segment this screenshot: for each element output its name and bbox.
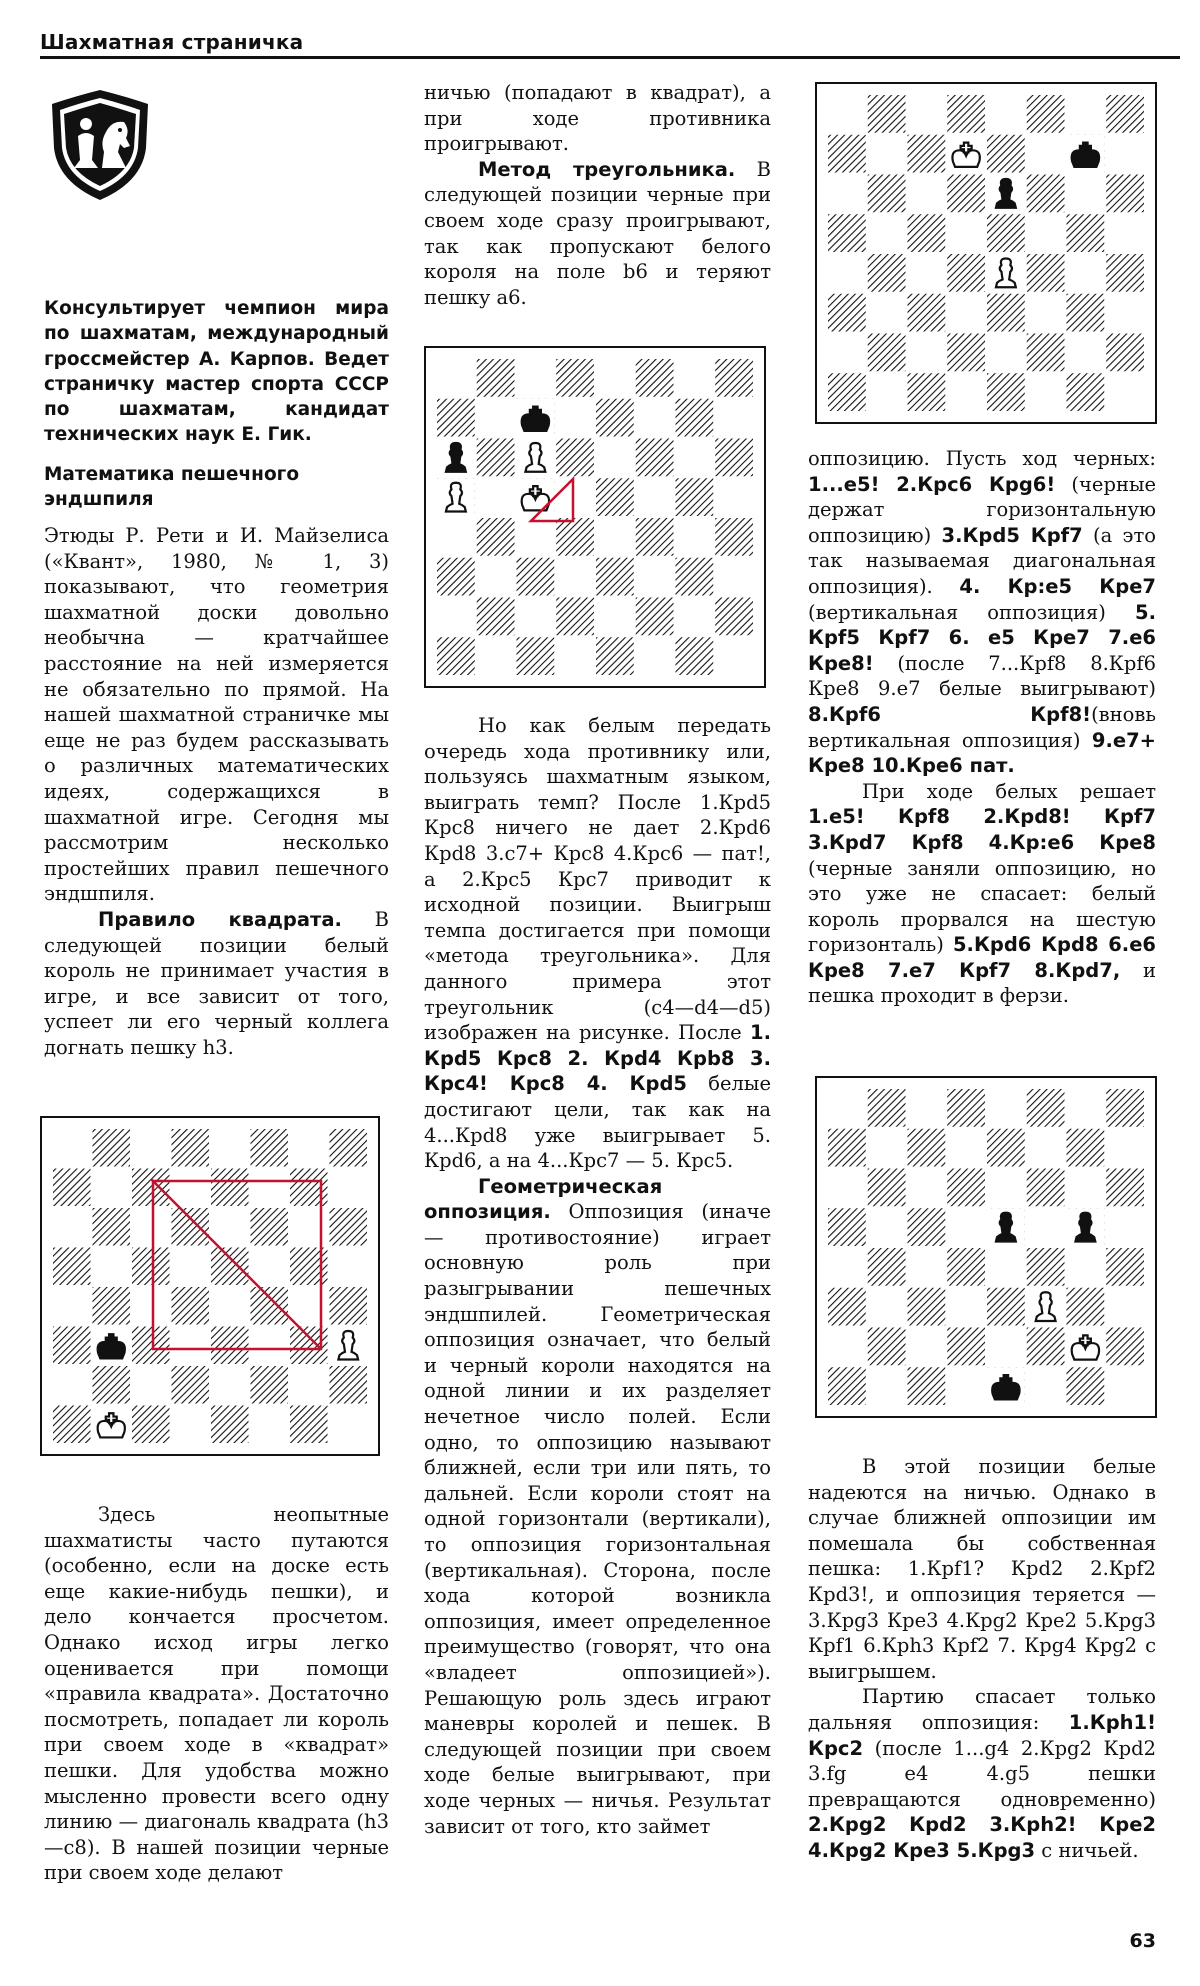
dark-square [947,1089,985,1127]
dark-square [93,1129,131,1167]
dark-square [330,1366,368,1404]
dark-square [676,637,714,675]
chess-board-triangle [424,346,766,688]
dark-square [437,558,475,596]
dark-square [1027,334,1065,372]
dark-square [868,334,906,372]
board-svg [42,1118,378,1454]
dark-square [676,478,714,516]
paragraph: Правило квадрата. В следующей позиции белый король не принимает участия в игре, и все зависит от того, успеет ли его черный коллега догнать пешку h3. [44,907,389,1059]
dark-square [211,1169,249,1207]
dark-square [947,1169,985,1207]
dark-square [53,1406,91,1444]
dark-square [828,135,866,173]
chess-board-square-rule [40,1116,380,1456]
dark-square [908,135,946,173]
column-2-text-top [424,80,771,310]
dark-square [947,1328,985,1366]
dark-square [556,359,594,397]
subheading: Правило квадрата. [98,907,342,931]
dark-square [636,359,674,397]
dark-square [1106,1089,1144,1127]
dark-square [1027,1089,1065,1127]
dark-square [715,518,753,556]
article-title-block [44,462,389,512]
dark-square [715,598,753,636]
dark-square [868,175,906,213]
dark-square [636,518,674,556]
dark-square [715,359,753,397]
dark-square [596,478,634,516]
dark-square [556,598,594,636]
dark-square [1067,1129,1105,1167]
chess-board-opposition [815,82,1157,424]
dark-square [908,1129,946,1167]
dark-square [172,1208,210,1246]
dark-square [437,637,475,675]
dark-square [517,637,555,675]
paragraph: Метод треугольника. В следующей позиции черные при своем ходе сразу проигрывают, так как пропускают белого короля на поле b6 и теряют пешку a6. [424,157,772,309]
dark-square [908,1208,946,1246]
board-svg [426,348,764,686]
column-3-text [808,446,1156,1009]
dark-square [868,1328,906,1366]
dark-square [868,1248,906,1286]
dark-square [1067,294,1105,332]
dark-square [53,1248,91,1286]
column-1-text [44,523,389,1060]
subheading: Геометрическая оппозиция. [424,1174,663,1224]
dark-square [330,1287,368,1325]
dark-square [868,1089,906,1127]
dark-square [517,558,555,596]
dark-square [908,373,946,411]
dark-square [1067,1367,1105,1405]
dark-square [172,1129,210,1167]
board-svg [817,1078,1155,1416]
dark-square [987,1129,1025,1167]
dark-square [947,254,985,292]
dark-square [987,294,1025,332]
page-number: 63 [1129,1930,1156,1952]
dark-square [211,1327,249,1365]
paragraph: ничью (попадают в квадрат), а при ходе противника проигрывают. [424,81,771,156]
dark-square [987,135,1025,173]
dark-square [1106,175,1144,213]
dark-square [1027,1328,1065,1366]
dark-square [1106,1248,1144,1286]
dark-square [1106,1169,1144,1207]
dark-square [908,1288,946,1326]
dark-square [132,1248,170,1286]
paragraph: Этюды Р. Рети и И. Майзелиса («Квант», 1980, № 1, 3) показывают, что геометрия шахматной доски довольно необычна — кратчайшее расстояние на ней измеряется не обязательно по прямой. На нашей шахматной страничке мы еще не раз будем рассказывать о различных математических идеях, содержащихся в шахматной игре. Сегодня мы рассмотрим несколько простейших правил пешечного эндшпиля. [44,524,389,906]
dark-square [947,334,985,372]
dark-square [636,598,674,636]
dark-square [715,439,753,477]
dark-square [251,1287,289,1325]
dark-square [868,95,906,133]
dark-square [1027,1248,1065,1286]
dark-square [1106,1328,1144,1366]
dark-square [1106,254,1144,292]
dark-square [477,598,515,636]
dark-square [1067,1288,1105,1326]
intro-block [44,296,389,448]
dark-square [1106,95,1144,133]
dark-square [828,1367,866,1405]
dark-square [132,1406,170,1444]
dark-square [437,399,475,437]
dark-square [251,1366,289,1404]
section-title: Шахматная страничка [40,30,304,54]
dark-square [53,1169,91,1207]
dark-square [1067,373,1105,411]
dark-square [556,518,594,556]
dark-square [93,1208,131,1246]
dark-square [1027,95,1065,133]
dark-square [676,558,714,596]
dark-square [596,558,634,596]
dark-square [53,1327,91,1365]
dark-square [908,1367,946,1405]
paragraph: оппозицию. Пусть ход черных: 1...e5! 2.Крc6 Крg6! (черные держат горизонтальную оппозицию) 3.Крd5 Крf7 (а это так называемая диагональная оппозиция). 4. Кр:e5 Крe7 (вертикальная оппозиция) 5. Крf5 Крf7 6. e5 Крe7 7.e6 Крe8! (после 7...Крf8 8.Крf6 Крe8 9.e7 белые выигрывают) 8.Крf6 Крf8!(вновь вертикальная оппозиция) 9.e7+ Крe8 10.Крe6 пат. [808,447,1157,778]
dark-square [211,1248,249,1286]
dark-square [477,359,515,397]
dark-square [828,214,866,252]
paragraph: Здесь неопытные шахматисты часто путаются (особенно, если на доске есть еще какие-нибудь пешки), и дело кончается просчетом. Однако исход игры легко оценивается при помощи «правила квадрата». Достаточно посмотреть, попадает ли король при своем ходе в «квадрат» пешки. Для удобства можно мысленно провести всего одну линию — диагональ квадрата (h3—c8). В нашей позиции черные при своем ходе делают [44,1503,389,1885]
dark-square [828,294,866,332]
dark-square [676,399,714,437]
dark-square [330,1208,368,1246]
dark-square [868,254,906,292]
dark-square [556,439,594,477]
dark-square [132,1327,170,1365]
dark-square [908,214,946,252]
board-svg [817,84,1155,422]
dark-square [477,439,515,477]
dark-square [828,1288,866,1326]
dark-square [93,1287,131,1325]
intro-text: Консультирует чемпион мира по шахматам, международный гроссмейстер А. Карпов. Ведет страничку мастер спорта СССР по шахматам, кандидат технических наук Е. Гик. [44,298,389,446]
dark-square [828,1129,866,1167]
dark-square [947,1248,985,1286]
dark-square [596,399,634,437]
dark-square [251,1208,289,1246]
dark-square [947,175,985,213]
dark-square [828,373,866,411]
header-rule [40,56,1180,59]
article-title: Математика пешечного эндшпиля [44,464,300,510]
dark-square [1106,334,1144,372]
dark-square [330,1129,368,1167]
column-1-continuation [44,1502,389,1886]
dark-square [1027,175,1065,213]
dark-square [828,1208,866,1246]
dark-square [636,439,674,477]
chess-board-distant-opposition [815,1076,1157,1418]
dark-square [251,1129,289,1167]
dark-square [477,518,515,556]
dark-square [1027,1169,1065,1207]
paragraph: В этой позиции белые надеются на ничью. Однако в случае ближней оппозиции им помешала бы собственная пешка: 1.Крf1? Крd2 2.Крf2 Крd3!, и оппозиция теряется — 3.Крg3 Крe3 4.Крg2 Крe2 5.Крg3 Крf1 6.Крh3 Крf2 7. Крg4 Крg2 с выигрышем. [808,1455,1156,1683]
dark-square [172,1287,210,1325]
dark-square [93,1366,131,1404]
paragraph: Но как белым передать очередь хода противнику или, пользуясь шахматным языком, выиграть темп? После 1.Крd5 Крc8 ничего не дает 2.Крd6 Крd8 3.c7+ Крc8 4.Крc6 — пат!, а 2.Крc5 Крc7 приводит к исходной позиции. Выигрыш темпа достигается при помощи «метода треугольника». Для данного примера этот треугольник (c4—d4—d5) изображен на рисунке. После 1. Крd5 Крc8 2. Крd4 Крb8 3. Крc4! Крc8 4. Крd5 белые достигают цели, так как на 4...Крd8 уже выигрывает 5. Крd6, а на 4...Крc7 — 5. Крc5. [424,714,771,1173]
dark-square [987,1288,1025,1326]
dark-square [211,1406,249,1444]
dark-square [868,1169,906,1207]
dark-square [987,373,1025,411]
dark-square [987,214,1025,252]
dark-square [1027,254,1065,292]
paragraph: При ходе белых решает 1.e5! Крf8 2.Крd8! Крf7 3.Крd7 Крf8 4.Кр:e6 Крe8 (черные заняли оппозицию, но это уже не спасает: белый король прорвался на шестую горизонталь) 5.Крd6 Крd8 6.e6 Крe8 7.e7 Крf7 8.Крd7, и пешка проходит в ферзи. [808,779,1156,1008]
dark-square [172,1366,210,1404]
board-squares [437,359,753,675]
subheading: Метод треугольника. [478,157,736,181]
dark-square [1067,214,1105,252]
column-3-continuation [808,1454,1156,1864]
paragraph: Геометрическая оппозиция. Оппозиция (иначе — противостояние) играет основную роль при разыгрывании пешечных эндшпилей. Геометрическая оппозиция означает, что белый и черный короли находятся на одной линии и их разделяет нечетное число полей. Если одно, то оппозицию называют ближней, если три или пять, то дальней. Если короли стоят на одной горизонтали (вертикали), то оппозиция горизонтальная (вертикальная). Сторона, после хода которой возникла оппозиция, имеет определенное преимущество (говорят, что она «владеет оппозицией»). Решающую роль здесь играют маневры королей и пешек. В следующей позиции при своем ходе белые выигрывают, при ходе черных — ничья. Результат зависит от того, кто займет [424,1174,771,1838]
paragraph: Партию спасает только дальняя оппозиция: 1.Крh1! Крc2 (после 1...g4 2.Крg2 Крd2 3.fg e4 4.g5 пешки превращаются одновременно) 2.Крg2 Крd2 3.Крh2! Крe2 4.Крg2 Крe3 5.Крg3 с ничьей. [808,1685,1156,1862]
dark-square [596,637,634,675]
chess-emblem-icon [46,86,154,204]
column-2-text [424,713,771,1839]
dark-square [290,1406,328,1444]
dark-square [908,294,946,332]
dark-square [947,95,985,133]
dark-square [132,1169,170,1207]
